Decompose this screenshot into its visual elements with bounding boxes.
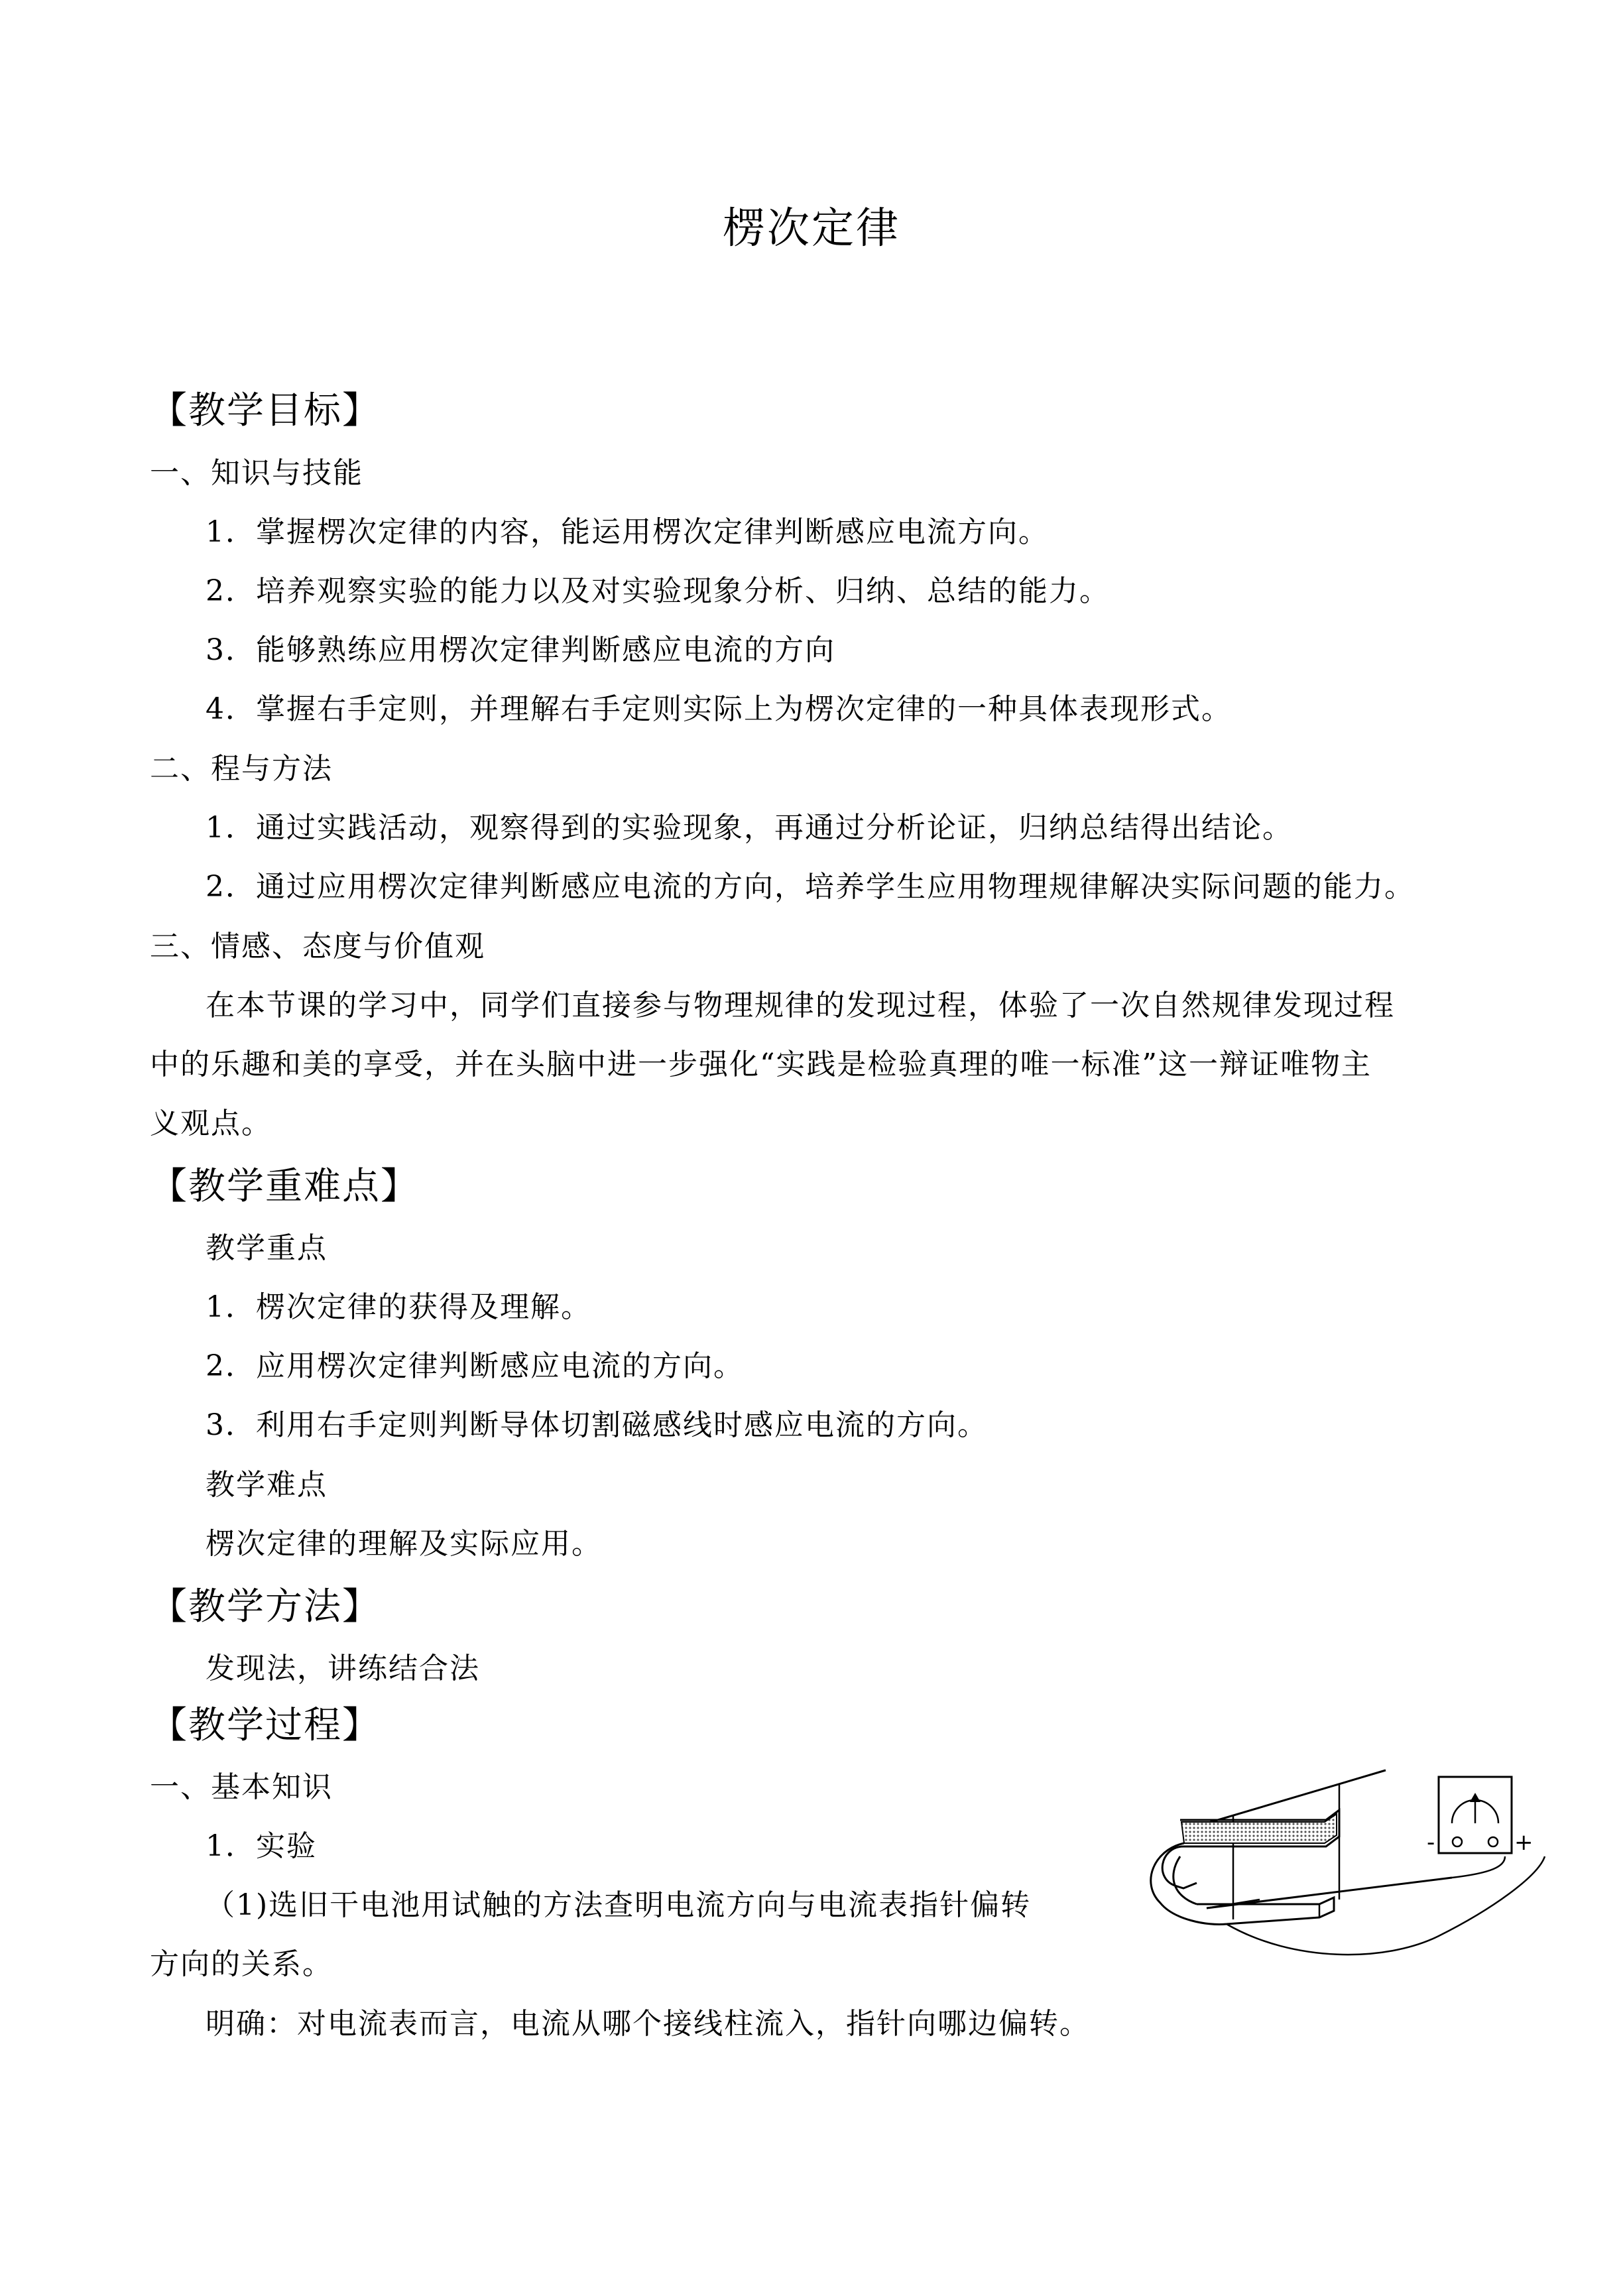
experiment-step-1-line-1: （1)选旧干电池用试触的方法查明电流方向与电流表指针偏转	[206, 1888, 1032, 1922]
wire-top	[1452, 1856, 1505, 1878]
key-item-1: 1．楞次定律的获得及理解。	[206, 1290, 591, 1324]
knowledge-item-4: 4．掌握右手定则，并理解右手定则实际上为楞次定律的一种具体表现形式。	[206, 692, 1232, 726]
key-points-heading: 教学重点	[206, 1231, 328, 1265]
knowledge-heading: 一、知识与技能	[150, 456, 363, 490]
emotion-line-3: 义观点。	[150, 1107, 272, 1140]
knowledge-item-2: 2．培养观察实验的能力以及对实验现象分析、归纳、总结的能力。	[206, 574, 1110, 608]
experiment-label: 1．实验	[206, 1829, 317, 1863]
wire-bottom	[1227, 1856, 1545, 1955]
key-item-2: 2．应用楞次定律判断感应电流的方向。	[206, 1349, 744, 1383]
process-method-heading: 二、程与方法	[150, 752, 333, 786]
difficult-points-heading: 教学难点	[206, 1468, 328, 1502]
process-method-item-2: 2．通过应用楞次定律判断感应电流的方向，培养学生应用物理规律解决实际问题的能力。	[206, 870, 1415, 904]
page-title: 楞次定律	[723, 204, 900, 253]
experiment-step-1-line-2: 方向的关系。	[150, 1947, 333, 1981]
conductor-rod	[1207, 1878, 1452, 1908]
emotion-line-1: 在本节课的学习中，同学们直接参与物理规律的发现过程，体验了一次自然规律发现过程	[206, 989, 1395, 1022]
experiment-diagram	[1120, 1750, 1533, 1989]
knowledge-item-1: 1．掌握楞次定律的内容，能运用楞次定律判断感应电流方向。	[206, 515, 1049, 549]
knowledge-item-3: 3．能够熟练应用楞次定律判断感应电流的方向	[206, 633, 835, 667]
process-method-item-1: 1．通过实践活动，观察得到的实验现象，再通过分析论证，归纳总结得出结论。	[206, 811, 1293, 845]
section-heading-objectives: 【教学目标】	[150, 389, 381, 432]
clarify-text: 明确：对电流表而言，电流从哪个接线柱流入，指针向哪边偏转。	[206, 2007, 1090, 2041]
key-item-3: 3．利用右手定则判断导体切割磁感线时感应电流的方向。	[206, 1408, 988, 1442]
emotion-line-2: 中的乐趣和美的享受，并在头脑中进一步强化“实践是检验真理的唯一标准”这一辩证唯物主	[150, 1048, 1372, 1081]
plus-terminal-label: +	[1514, 1829, 1533, 1856]
emotion-heading: 三、情感、态度与价值观	[150, 930, 485, 963]
section-heading-process: 【教学过程】	[150, 1704, 381, 1747]
section-heading-methods: 【教学方法】	[150, 1585, 381, 1628]
minus-terminal-label: -	[1427, 1829, 1435, 1856]
basic-knowledge-heading: 一、基本知识	[150, 1770, 333, 1804]
magnet-curve-inner	[1173, 1856, 1197, 1904]
magnet-top-pole	[1181, 1814, 1337, 1843]
section-heading-key-points: 【教学重难点】	[150, 1165, 419, 1208]
magnet-curve	[1151, 1843, 1227, 1925]
methods-text: 发现法，讲练结合法	[206, 1652, 480, 1685]
difficult-points-text: 楞次定律的理解及实际应用。	[206, 1527, 602, 1561]
